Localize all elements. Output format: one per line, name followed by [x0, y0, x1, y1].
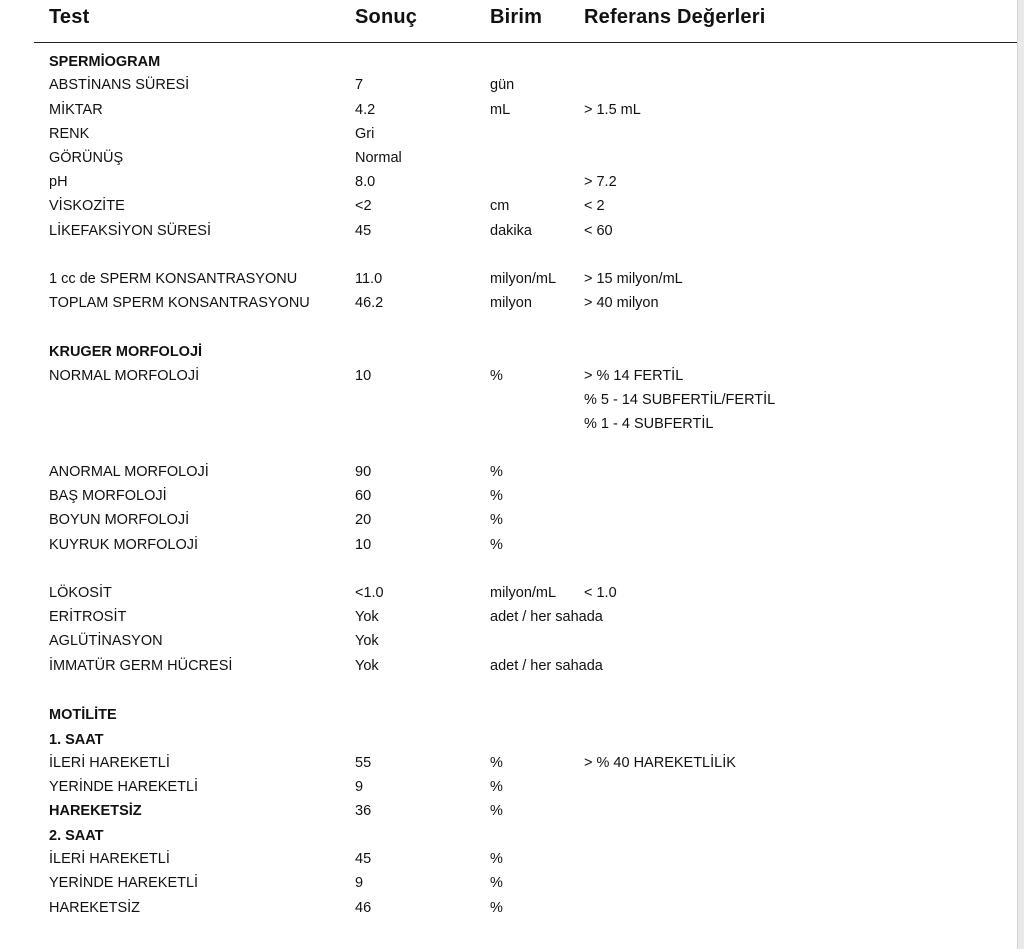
- header-result: Sonuç: [355, 6, 418, 28]
- result-value: Yok: [355, 658, 379, 674]
- test-name: pH: [49, 174, 68, 190]
- result-value: Normal: [355, 150, 402, 166]
- test-name: KUYRUK MORFOLOJİ: [49, 537, 199, 553]
- unit-value: %: [490, 803, 503, 819]
- table-row: [0, 485, 1017, 507]
- table-row: [0, 123, 1017, 145]
- table-row: [0, 630, 1017, 652]
- reference-value: > 1.5 mL: [584, 102, 641, 118]
- result-value: 20: [355, 512, 372, 528]
- result-value: <2: [355, 198, 372, 214]
- result-value: 46.2: [355, 295, 384, 311]
- result-value: <1.0: [355, 585, 384, 601]
- reference-value: > % 14 FERTİL: [584, 368, 684, 384]
- reference-value: > 40 milyon: [584, 295, 659, 311]
- table-row: [0, 848, 1017, 870]
- result-value: 9: [355, 875, 364, 891]
- test-name: HAREKETSİZ: [49, 803, 142, 819]
- unit-value: %: [490, 464, 503, 480]
- table-row: [0, 729, 1017, 751]
- table-row: [0, 752, 1017, 774]
- table-row: [0, 704, 1017, 726]
- result-value: Yok: [355, 633, 379, 649]
- test-name: GÖRÜNÜŞ: [49, 150, 124, 166]
- unit-value: %: [490, 875, 503, 891]
- result-value: 60: [355, 488, 372, 504]
- unit-value: %: [490, 755, 503, 771]
- reference-value: > % 40 HAREKETLİLİK: [584, 755, 736, 771]
- unit-value: milyon: [490, 295, 532, 311]
- table-row: [0, 582, 1017, 604]
- result-value: 55: [355, 755, 372, 771]
- table-row: [0, 825, 1017, 847]
- table-row: [0, 195, 1017, 217]
- table-row: [0, 897, 1017, 919]
- unit-value: %: [490, 779, 503, 795]
- reference-value: < 2: [584, 198, 605, 214]
- test-name: LİKEFAKSİYON SÜRESİ: [49, 223, 211, 239]
- test-name: VİSKOZİTE: [49, 198, 125, 214]
- table-row: [0, 99, 1017, 121]
- result-value: 10: [355, 368, 372, 384]
- table-row: [0, 220, 1017, 242]
- reference-value-continued: % 1 - 4 SUBFERTİL: [584, 416, 714, 432]
- result-value: 8.0: [355, 174, 376, 190]
- reference-value: > 15 milyon/mL: [584, 271, 683, 287]
- test-name: BAŞ MORFOLOJİ: [49, 488, 167, 504]
- test-name: ABSTİNANS SÜRESİ: [49, 77, 190, 93]
- test-name: KRUGER MORFOLOJİ: [49, 344, 203, 360]
- test-name: RENK: [49, 126, 90, 142]
- table-row: [0, 800, 1017, 822]
- reference-value: < 1.0: [584, 585, 617, 601]
- unit-value: %: [490, 488, 503, 504]
- unit-value: %: [490, 537, 503, 553]
- result-value: 46: [355, 900, 372, 916]
- table-row: [0, 606, 1017, 628]
- result-value: 36: [355, 803, 372, 819]
- result-value: Yok: [355, 609, 379, 625]
- test-name: TOPLAM SPERM KONSANTRASYONU: [49, 295, 310, 311]
- header-test: Test: [49, 6, 90, 28]
- result-value: 9: [355, 779, 364, 795]
- unit-value: adet / her sahada: [490, 609, 603, 625]
- table-row: [0, 365, 1017, 387]
- unit-value: gün: [490, 77, 515, 93]
- test-name: ANORMAL MORFOLOJİ: [49, 464, 209, 480]
- header-unit: Birim: [490, 6, 543, 28]
- table-row: [0, 171, 1017, 193]
- test-name: AGLÜTİNASYON: [49, 633, 163, 649]
- unit-value: cm: [490, 198, 510, 214]
- table-row: [0, 268, 1017, 290]
- test-name: LÖKOSİT: [49, 585, 112, 601]
- test-name: MİKTAR: [49, 102, 103, 118]
- reference-value: < 60: [584, 223, 613, 239]
- test-name: HAREKETSİZ: [49, 900, 141, 916]
- table-row: [0, 74, 1017, 96]
- test-name: ERİTROSİT: [49, 609, 127, 625]
- unit-value: mL: [490, 102, 511, 118]
- table-row: [0, 872, 1017, 894]
- test-name: İMMATÜR GERM HÜCRESİ: [49, 658, 233, 674]
- test-name: 2. SAAT: [49, 828, 104, 844]
- table-row: [0, 51, 1017, 73]
- table-row: [0, 147, 1017, 169]
- result-value: 90: [355, 464, 372, 480]
- table-row: [0, 776, 1017, 798]
- test-name: YERİNDE HAREKETLİ: [49, 779, 199, 795]
- test-name: 1. SAAT: [49, 732, 104, 748]
- unit-value: %: [490, 368, 503, 384]
- table-row: [0, 341, 1017, 363]
- unit-value: %: [490, 900, 503, 916]
- test-name: YERİNDE HAREKETLİ: [49, 875, 199, 891]
- test-name: SPERMİOGRAM: [49, 54, 161, 70]
- table-row: [0, 534, 1017, 556]
- result-value: 45: [355, 851, 372, 867]
- test-name: NORMAL MORFOLOJİ: [49, 368, 200, 384]
- unit-value: %: [490, 512, 503, 528]
- test-name: İLERİ HAREKETLİ: [49, 851, 170, 867]
- result-value: Gri: [355, 126, 375, 142]
- test-name: 1 cc de SPERM KONSANTRASYONU: [49, 271, 298, 287]
- unit-value: adet / her sahada: [490, 658, 603, 674]
- table-row: [0, 292, 1017, 314]
- test-name: MOTİLİTE: [49, 707, 117, 723]
- unit-value: milyon/mL: [490, 271, 557, 287]
- header-reference: Referans Değerleri: [584, 6, 766, 28]
- result-value: 7: [355, 77, 364, 93]
- table-row: [0, 461, 1017, 483]
- unit-value: milyon/mL: [490, 585, 557, 601]
- unit-value: dakika: [490, 223, 532, 239]
- result-value: 45: [355, 223, 372, 239]
- reference-value-continued: % 5 - 14 SUBFERTİL/FERTİL: [584, 392, 776, 408]
- test-name: BOYUN MORFOLOJİ: [49, 512, 190, 528]
- table-row: [0, 509, 1017, 531]
- unit-value: %: [490, 851, 503, 867]
- result-value: 11.0: [355, 271, 383, 287]
- test-name: İLERİ HAREKETLİ: [49, 755, 170, 771]
- result-value: 10: [355, 537, 372, 553]
- result-value: 4.2: [355, 102, 376, 118]
- reference-value: > 7.2: [584, 174, 617, 190]
- table-row: [0, 655, 1017, 677]
